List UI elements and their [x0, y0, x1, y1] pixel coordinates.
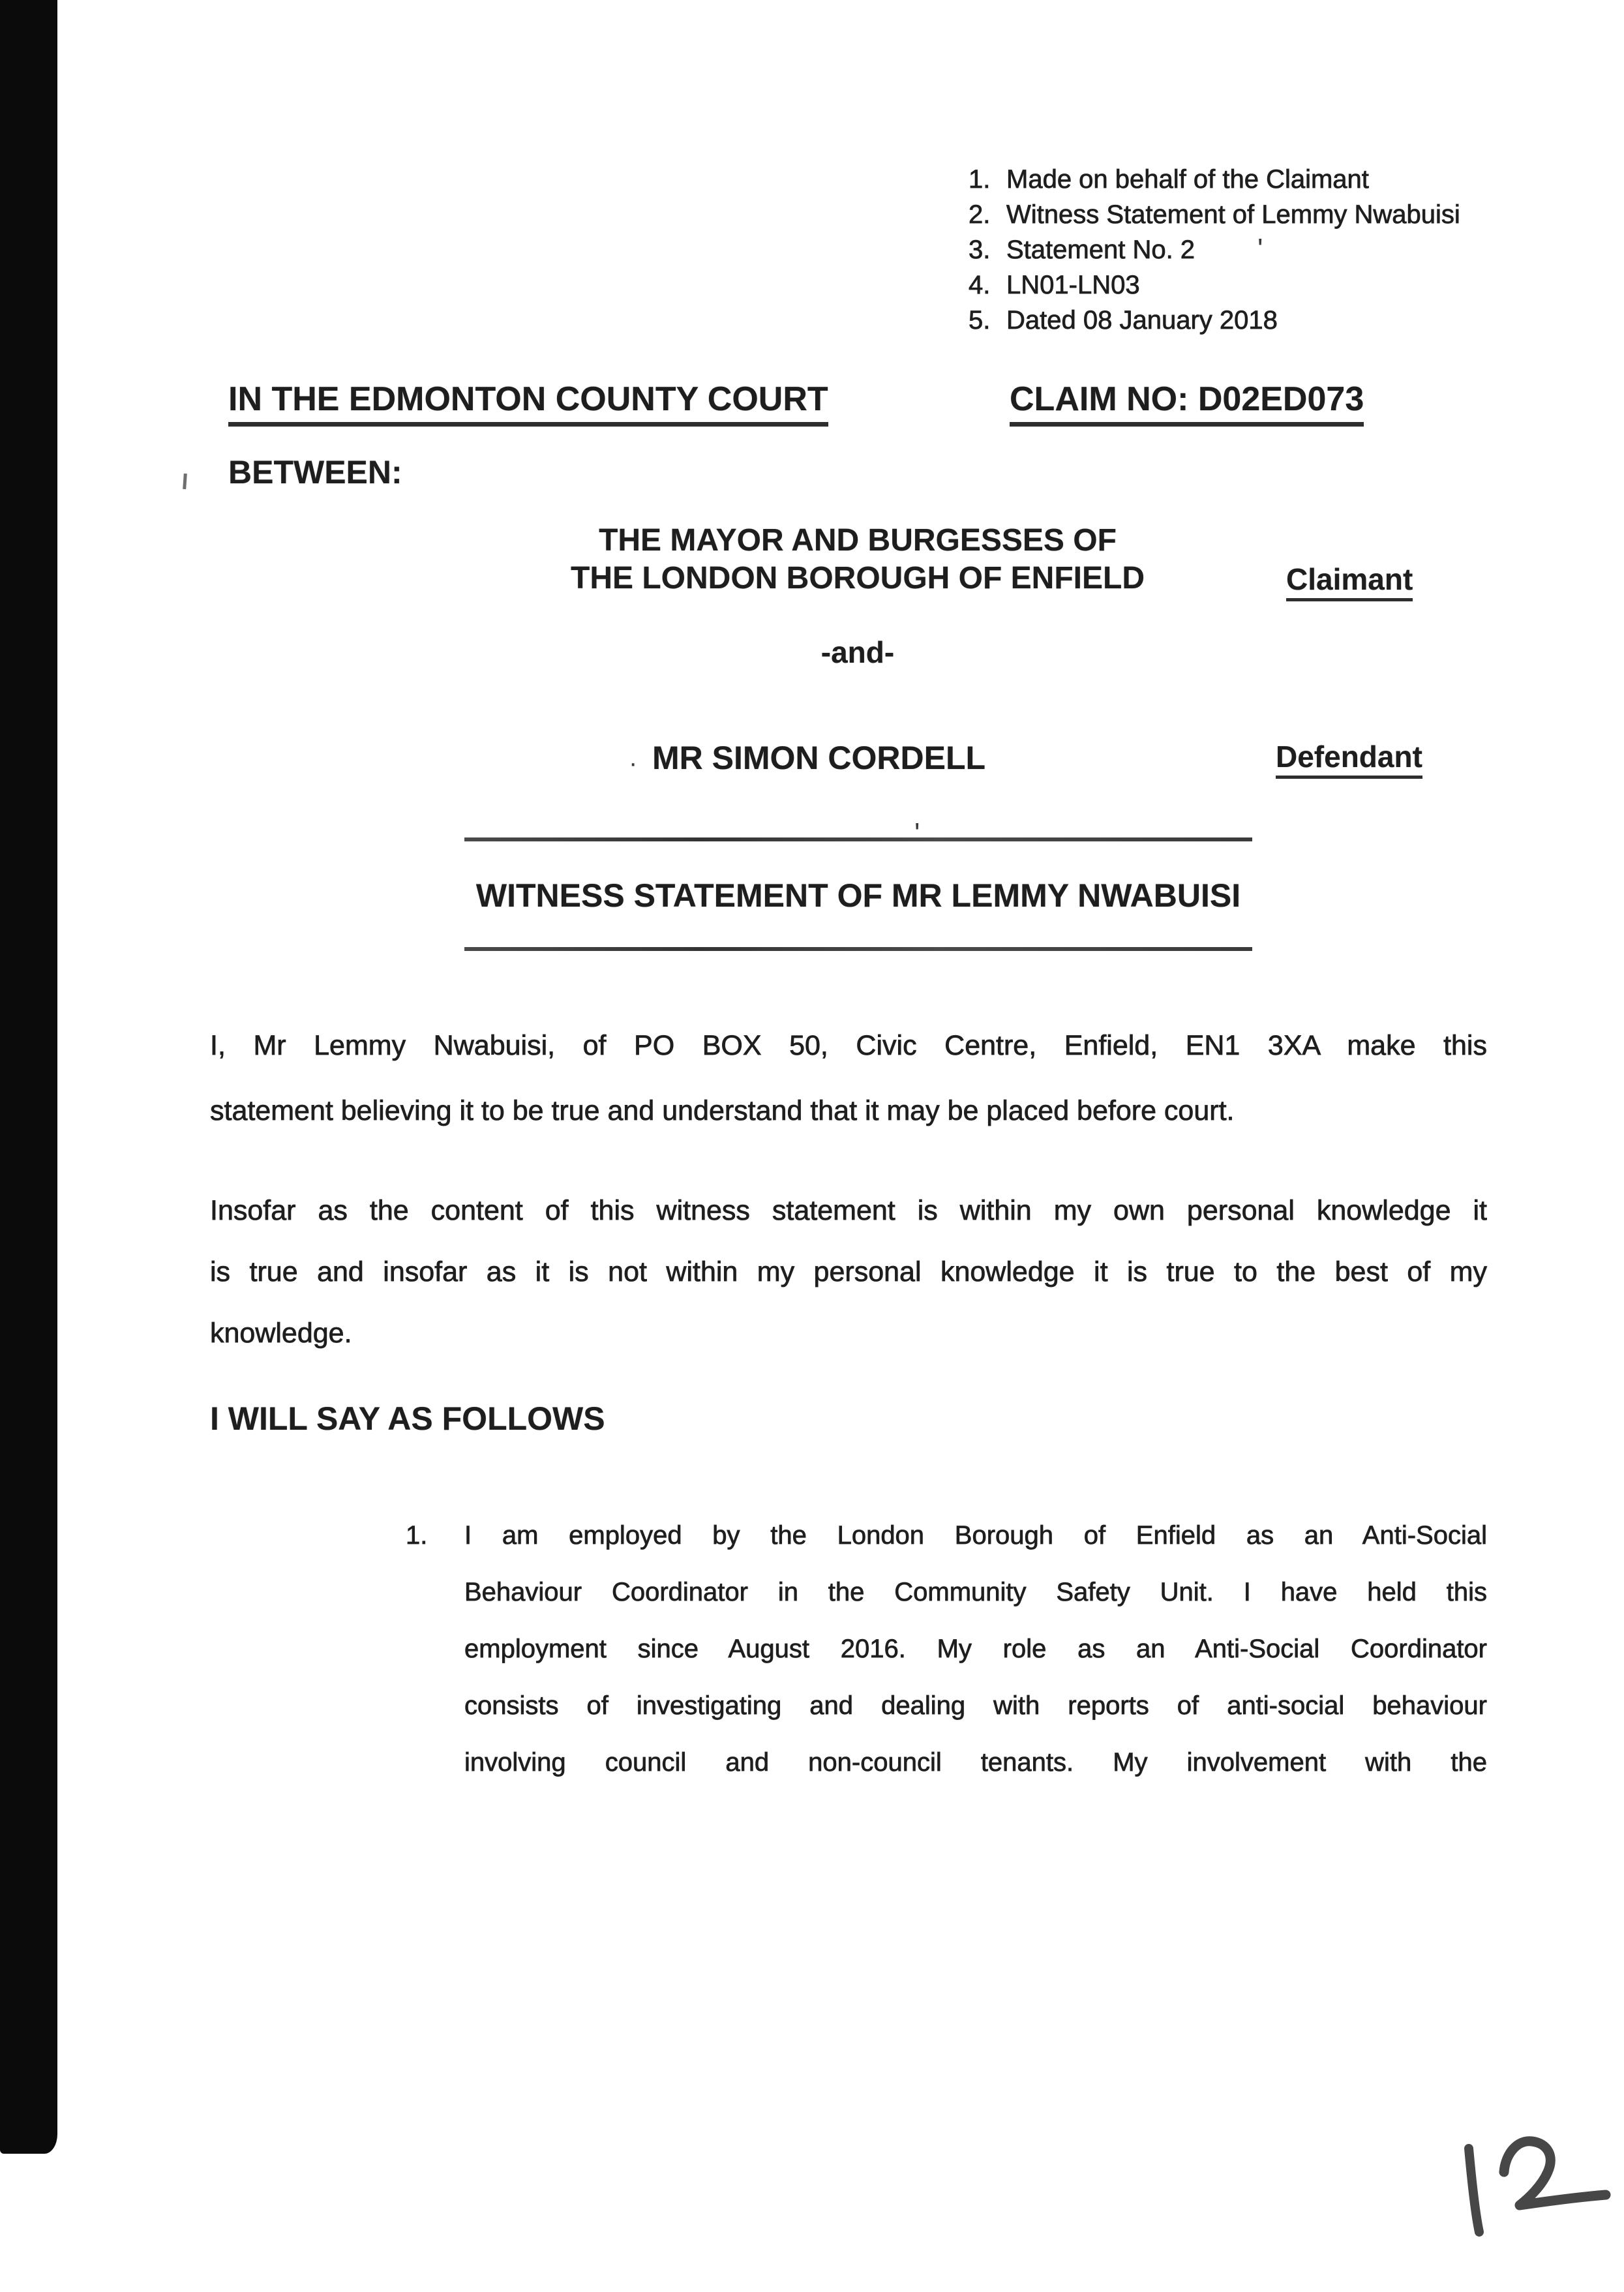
stray-scan-mark — [183, 474, 187, 489]
reference-item — [969, 232, 1460, 267]
reference-item-number: 3. — [969, 235, 991, 264]
defendant-role-label: Defendant — [1276, 741, 1422, 779]
court-name-heading: IN THE EDMONTON COUNTY COURT — [228, 382, 828, 427]
digit-1-stroke — [1469, 2149, 1479, 2232]
reference-item — [969, 197, 1460, 232]
intro-paragraph — [210, 1013, 1487, 1143]
paragraph-line: I, Mr Lemmy Nwabuisi, of PO BOX 50, Civic Centre, Enfield, EN1 3XA make this — [210, 1030, 1487, 1061]
reference-item-number: 5. — [969, 306, 991, 335]
reference-item — [969, 162, 1460, 197]
paragraph-line: Behaviour Coordinator in the Community Safety Unit. I have held this — [464, 1578, 1487, 1606]
reference-list — [969, 162, 1460, 338]
stray-scan-mark: · — [629, 749, 638, 777]
reference-item-number: 1. — [969, 165, 991, 194]
reference-item-number: 4. — [969, 271, 991, 299]
scan-border-artifact — [0, 0, 57, 2154]
reference-item — [969, 267, 1460, 303]
stray-scan-mark: ' — [914, 817, 920, 849]
paragraph-line: statement believing it to be true and understand that it may be placed before court. — [210, 1095, 1235, 1126]
horizontal-rule-top — [464, 837, 1252, 841]
paragraph-line: knowledge. — [210, 1318, 352, 1349]
claimant-name-line1: THE MAYOR AND BURGESSES OF — [599, 523, 1117, 558]
reference-item-text: Witness Statement of Lemmy Nwabuisi — [1006, 200, 1460, 229]
stray-scan-mark: ' — [1257, 233, 1263, 265]
paragraph-line: Insofar as the content of this witness statement is within my own personal knowledge it — [210, 1195, 1487, 1226]
paragraph-line: I am employed by the London Borough of Enfield as an Anti-Social — [464, 1521, 1487, 1550]
witness-statement-title: WITNESS STATEMENT OF MR LEMMY NWABUISI — [475, 877, 1241, 914]
claimant-name — [532, 522, 1184, 597]
defendant-name: MR SIMON CORDELL — [652, 740, 986, 776]
paragraph-line: consists of investigating and dealing with reports of anti-social behaviour — [464, 1691, 1487, 1720]
reference-item-text: Made on behalf of the Claimant — [1006, 165, 1369, 194]
truth-paragraph — [210, 1180, 1487, 1364]
handwritten-page-number — [1449, 2132, 1619, 2259]
say-as-follows-heading: I WILL SAY AS FOLLOWS — [210, 1400, 605, 1437]
claim-number: CLAIM NO: D02ED073 — [1010, 382, 1364, 427]
reference-item-text: Dated 08 January 2018 — [1006, 306, 1278, 335]
reference-item-number: 2. — [969, 200, 991, 229]
and-separator: -and- — [820, 635, 895, 669]
reference-item-text: Statement No. 2 — [1006, 235, 1195, 264]
paragraph-line: is true and insofar as it is not within my personal knowledge it is true to the best of my — [210, 1256, 1487, 1288]
claimant-name-line2: THE LONDON BOROUGH OF ENFIELD — [571, 561, 1145, 596]
reference-item — [969, 303, 1460, 338]
claimant-role-label: Claimant — [1286, 564, 1413, 601]
between-label: BETWEEN: — [228, 454, 402, 490]
horizontal-rule-bottom — [464, 947, 1252, 951]
list-item-number: 1. — [406, 1521, 428, 1550]
digit-2-stroke — [1504, 2141, 1606, 2205]
paragraph-line: involving council and non-council tenants. My involvement with the — [464, 1748, 1487, 1777]
paragraph-line: employment since August 2016. My role as an Anti-Social Coordinator — [464, 1635, 1487, 1663]
reference-item-text: LN01-LN03 — [1006, 271, 1140, 299]
list-item-paragraph — [464, 1507, 1487, 1791]
